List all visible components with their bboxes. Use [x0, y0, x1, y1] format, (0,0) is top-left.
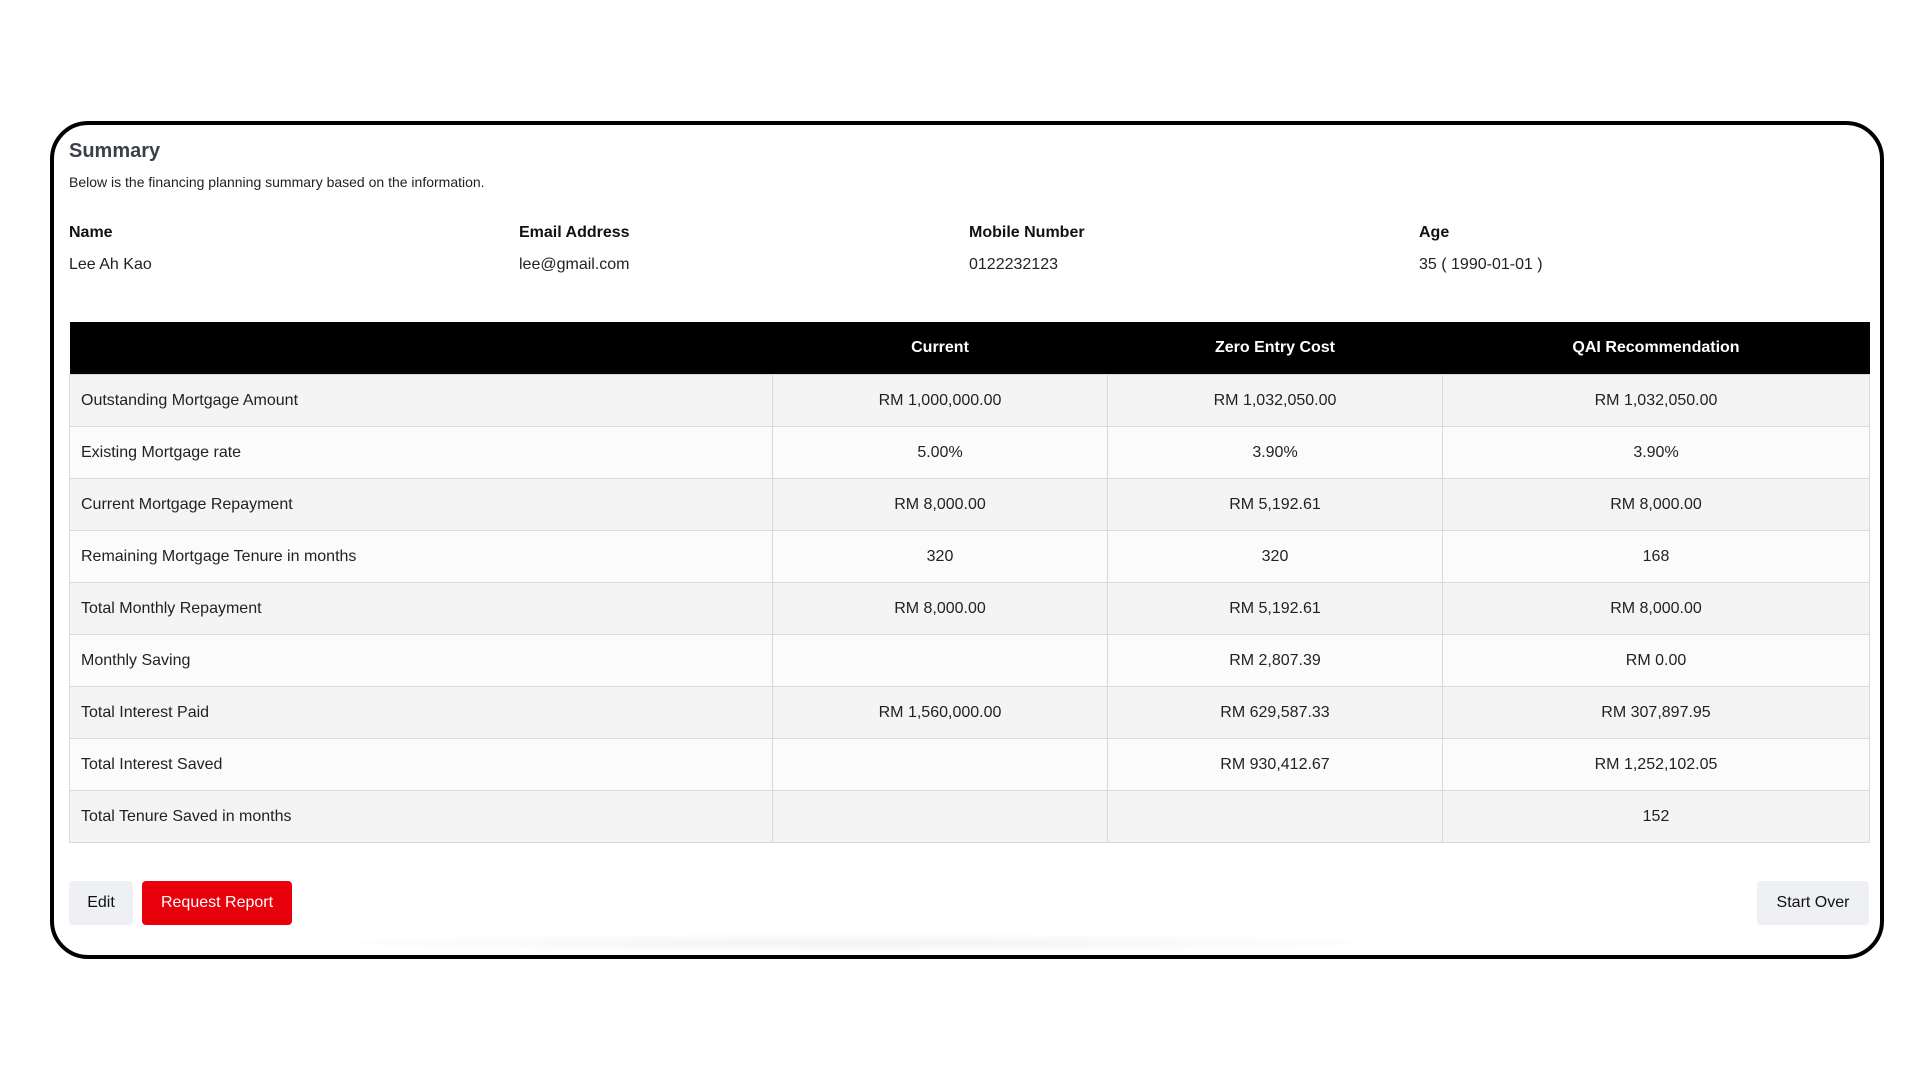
cell-qai: 168: [1443, 531, 1870, 583]
cell-qai: RM 8,000.00: [1443, 479, 1870, 531]
cell-zero-entry: RM 5,192.61: [1108, 479, 1443, 531]
cell-zero-entry: 3.90%: [1108, 427, 1443, 479]
summary-table: [69, 322, 1870, 843]
row-label: Existing Mortgage rate: [70, 427, 773, 479]
summary-content: [69, 139, 1869, 911]
cell-zero-entry: RM 2,807.39: [1108, 635, 1443, 687]
table-row: [70, 635, 1870, 687]
table-row: [70, 791, 1870, 843]
cell-qai: RM 1,032,050.00: [1443, 375, 1870, 427]
cell-qai: 3.90%: [1443, 427, 1870, 479]
header-label-col: [70, 322, 773, 375]
cell-qai: RM 0.00: [1443, 635, 1870, 687]
cell-qai: 152: [1443, 791, 1870, 843]
summary-card: [50, 121, 1884, 959]
info-age: [1419, 223, 1869, 275]
row-label: Total Interest Saved: [70, 739, 773, 791]
table-row: [70, 375, 1870, 427]
table-header-row: [70, 322, 1870, 375]
row-label: Current Mortgage Repayment: [70, 479, 773, 531]
table-row: [70, 427, 1870, 479]
cell-current: RM 8,000.00: [773, 583, 1108, 635]
row-label: Total Monthly Repayment: [70, 583, 773, 635]
info-mobile: [969, 223, 1419, 275]
edit-button[interactable]: Edit: [69, 881, 133, 925]
table-row: [70, 479, 1870, 531]
info-email: [519, 223, 969, 275]
name-label: Name: [69, 224, 113, 241]
cell-qai: RM 8,000.00: [1443, 583, 1870, 635]
header-current: Current: [773, 322, 1108, 375]
header-qai-recommendation: QAI Recommendation: [1443, 322, 1870, 375]
table-row: [70, 531, 1870, 583]
cell-qai: RM 307,897.95: [1443, 687, 1870, 739]
mobile-value: 0122232123: [969, 256, 1058, 273]
info-name: [69, 223, 519, 275]
cell-current: 5.00%: [773, 427, 1108, 479]
email-value: lee@gmail.com: [519, 256, 630, 273]
cell-zero-entry: RM 930,412.67: [1108, 739, 1443, 791]
row-label: Total Interest Paid: [70, 687, 773, 739]
table-row: [70, 739, 1870, 791]
cell-zero-entry: [1108, 791, 1443, 843]
cell-current: RM 1,000,000.00: [773, 375, 1108, 427]
row-label: Total Tenure Saved in months: [70, 791, 773, 843]
cell-zero-entry: RM 629,587.33: [1108, 687, 1443, 739]
cell-current: [773, 791, 1108, 843]
cell-zero-entry: 320: [1108, 531, 1443, 583]
table-row: [70, 583, 1870, 635]
age-value: 35 ( 1990-01-01 ): [1419, 256, 1543, 273]
row-label: Monthly Saving: [70, 635, 773, 687]
cell-qai: RM 1,252,102.05: [1443, 739, 1870, 791]
age-label: Age: [1419, 224, 1450, 241]
header-zero-entry-cost: Zero Entry Cost: [1108, 322, 1443, 375]
cell-current: 320: [773, 531, 1108, 583]
cell-zero-entry: RM 5,192.61: [1108, 583, 1443, 635]
email-label: Email Address: [519, 224, 630, 241]
row-label: Outstanding Mortgage Amount: [70, 375, 773, 427]
request-report-button[interactable]: Request Report: [142, 881, 292, 925]
cell-current: RM 1,560,000.00: [773, 687, 1108, 739]
page-subtitle: Below is the financing planning summary based on the information.: [69, 174, 485, 190]
mobile-label: Mobile Number: [969, 224, 1085, 241]
row-label: Remaining Mortgage Tenure in months: [70, 531, 773, 583]
name-value: Lee Ah Kao: [69, 256, 152, 273]
table-header: [70, 322, 1870, 375]
cell-current: RM 8,000.00: [773, 479, 1108, 531]
table-row: [70, 687, 1870, 739]
bottom-shadow: [284, 933, 1434, 953]
customer-info: [69, 223, 1869, 275]
cell-zero-entry: RM 1,032,050.00: [1108, 375, 1443, 427]
page-title: Summary: [69, 140, 161, 162]
start-over-button[interactable]: Start Over: [1757, 881, 1869, 925]
cell-current: [773, 739, 1108, 791]
table-body: [70, 375, 1870, 843]
cell-current: [773, 635, 1108, 687]
